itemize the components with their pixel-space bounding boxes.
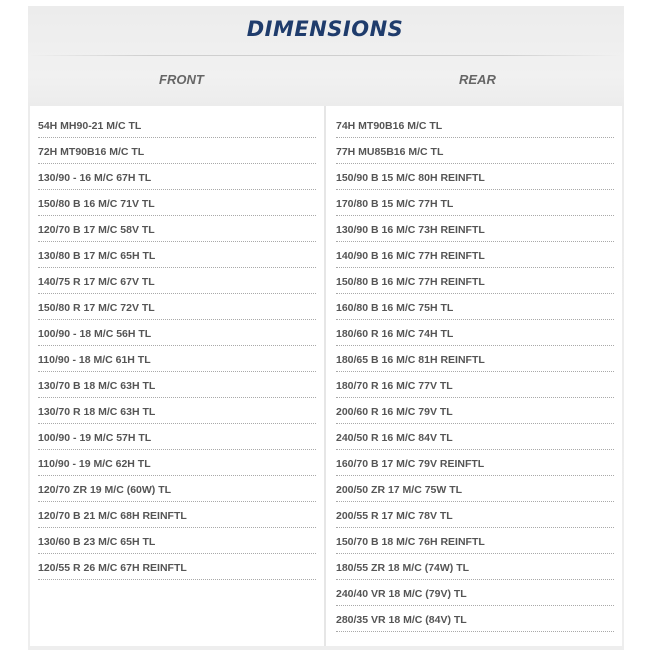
- front-size-item: 100/90 - 18 M/C 56H TL: [38, 321, 316, 346]
- front-size-item: 140/75 R 17 M/C 67V TL: [38, 269, 316, 294]
- rear-size-item: 240/50 R 16 M/C 84V TL: [336, 425, 614, 450]
- front-size-list: [38, 113, 316, 580]
- front-size-item: 110/90 - 19 M/C 62H TL: [38, 451, 316, 476]
- rear-size-list: [336, 113, 614, 632]
- front-size-item: 120/70 ZR 19 M/C (60W) TL: [38, 477, 316, 502]
- rear-size-item: 200/55 R 17 M/C 78V TL: [336, 503, 614, 528]
- front-size-item: 120/55 R 26 M/C 67H REINFTL: [38, 555, 316, 580]
- title-divider: [30, 55, 620, 56]
- rear-size-item: 150/90 B 15 M/C 80H REINFTL: [336, 165, 614, 190]
- rear-size-item: 180/65 B 16 M/C 81H REINFTL: [336, 347, 614, 372]
- rear-size-item: 130/90 B 16 M/C 73H REINFTL: [336, 217, 614, 242]
- rear-size-item: 150/70 B 18 M/C 76H REINFTL: [336, 529, 614, 554]
- front-size-item: 150/80 R 17 M/C 72V TL: [38, 295, 316, 320]
- rear-size-item: 74H MT90B16 M/C TL: [336, 113, 614, 138]
- front-size-item: 130/70 R 18 M/C 63H TL: [38, 399, 316, 424]
- front-size-item: 120/70 B 21 M/C 68H REINFTL: [38, 503, 316, 528]
- front-size-item: 130/80 B 17 M/C 65H TL: [38, 243, 316, 268]
- front-size-item: 110/90 - 18 M/C 61H TL: [38, 347, 316, 372]
- page-title: DIMENSIONS: [246, 17, 404, 41]
- rear-size-item: 200/50 ZR 17 M/C 75W TL: [336, 477, 614, 502]
- rear-size-item: 180/60 R 16 M/C 74H TL: [336, 321, 614, 346]
- front-column-header: FRONT: [159, 72, 204, 87]
- rear-size-item: 140/90 B 16 M/C 77H REINFTL: [336, 243, 614, 268]
- front-size-item: 72H MT90B16 M/C TL: [38, 139, 316, 164]
- rear-size-item: 180/70 R 16 M/C 77V TL: [336, 373, 614, 398]
- rear-size-item: 150/80 B 16 M/C 77H REINFTL: [336, 269, 614, 294]
- rear-size-item: 280/35 VR 18 M/C (84V) TL: [336, 607, 614, 632]
- front-size-item: 54H MH90-21 M/C TL: [38, 113, 316, 138]
- rear-column-header: REAR: [459, 72, 496, 87]
- front-size-item: 120/70 B 17 M/C 58V TL: [38, 217, 316, 242]
- rear-size-item: 77H MU85B16 M/C TL: [336, 139, 614, 164]
- front-size-item: 130/60 B 23 M/C 65H TL: [38, 529, 316, 554]
- front-size-item: 130/70 B 18 M/C 63H TL: [38, 373, 316, 398]
- rear-size-item: 240/40 VR 18 M/C (79V) TL: [336, 581, 614, 606]
- rear-size-item: 200/60 R 16 M/C 79V TL: [336, 399, 614, 424]
- rear-size-item: 180/55 ZR 18 M/C (74W) TL: [336, 555, 614, 580]
- front-size-item: 150/80 B 16 M/C 71V TL: [38, 191, 316, 216]
- rear-size-item: 160/70 B 17 M/C 79V REINFTL: [336, 451, 614, 476]
- front-size-item: 100/90 - 19 M/C 57H TL: [38, 425, 316, 450]
- rear-size-item: 170/80 B 15 M/C 77H TL: [336, 191, 614, 216]
- rear-size-item: 160/80 B 16 M/C 75H TL: [336, 295, 614, 320]
- front-size-item: 130/90 - 16 M/C 67H TL: [38, 165, 316, 190]
